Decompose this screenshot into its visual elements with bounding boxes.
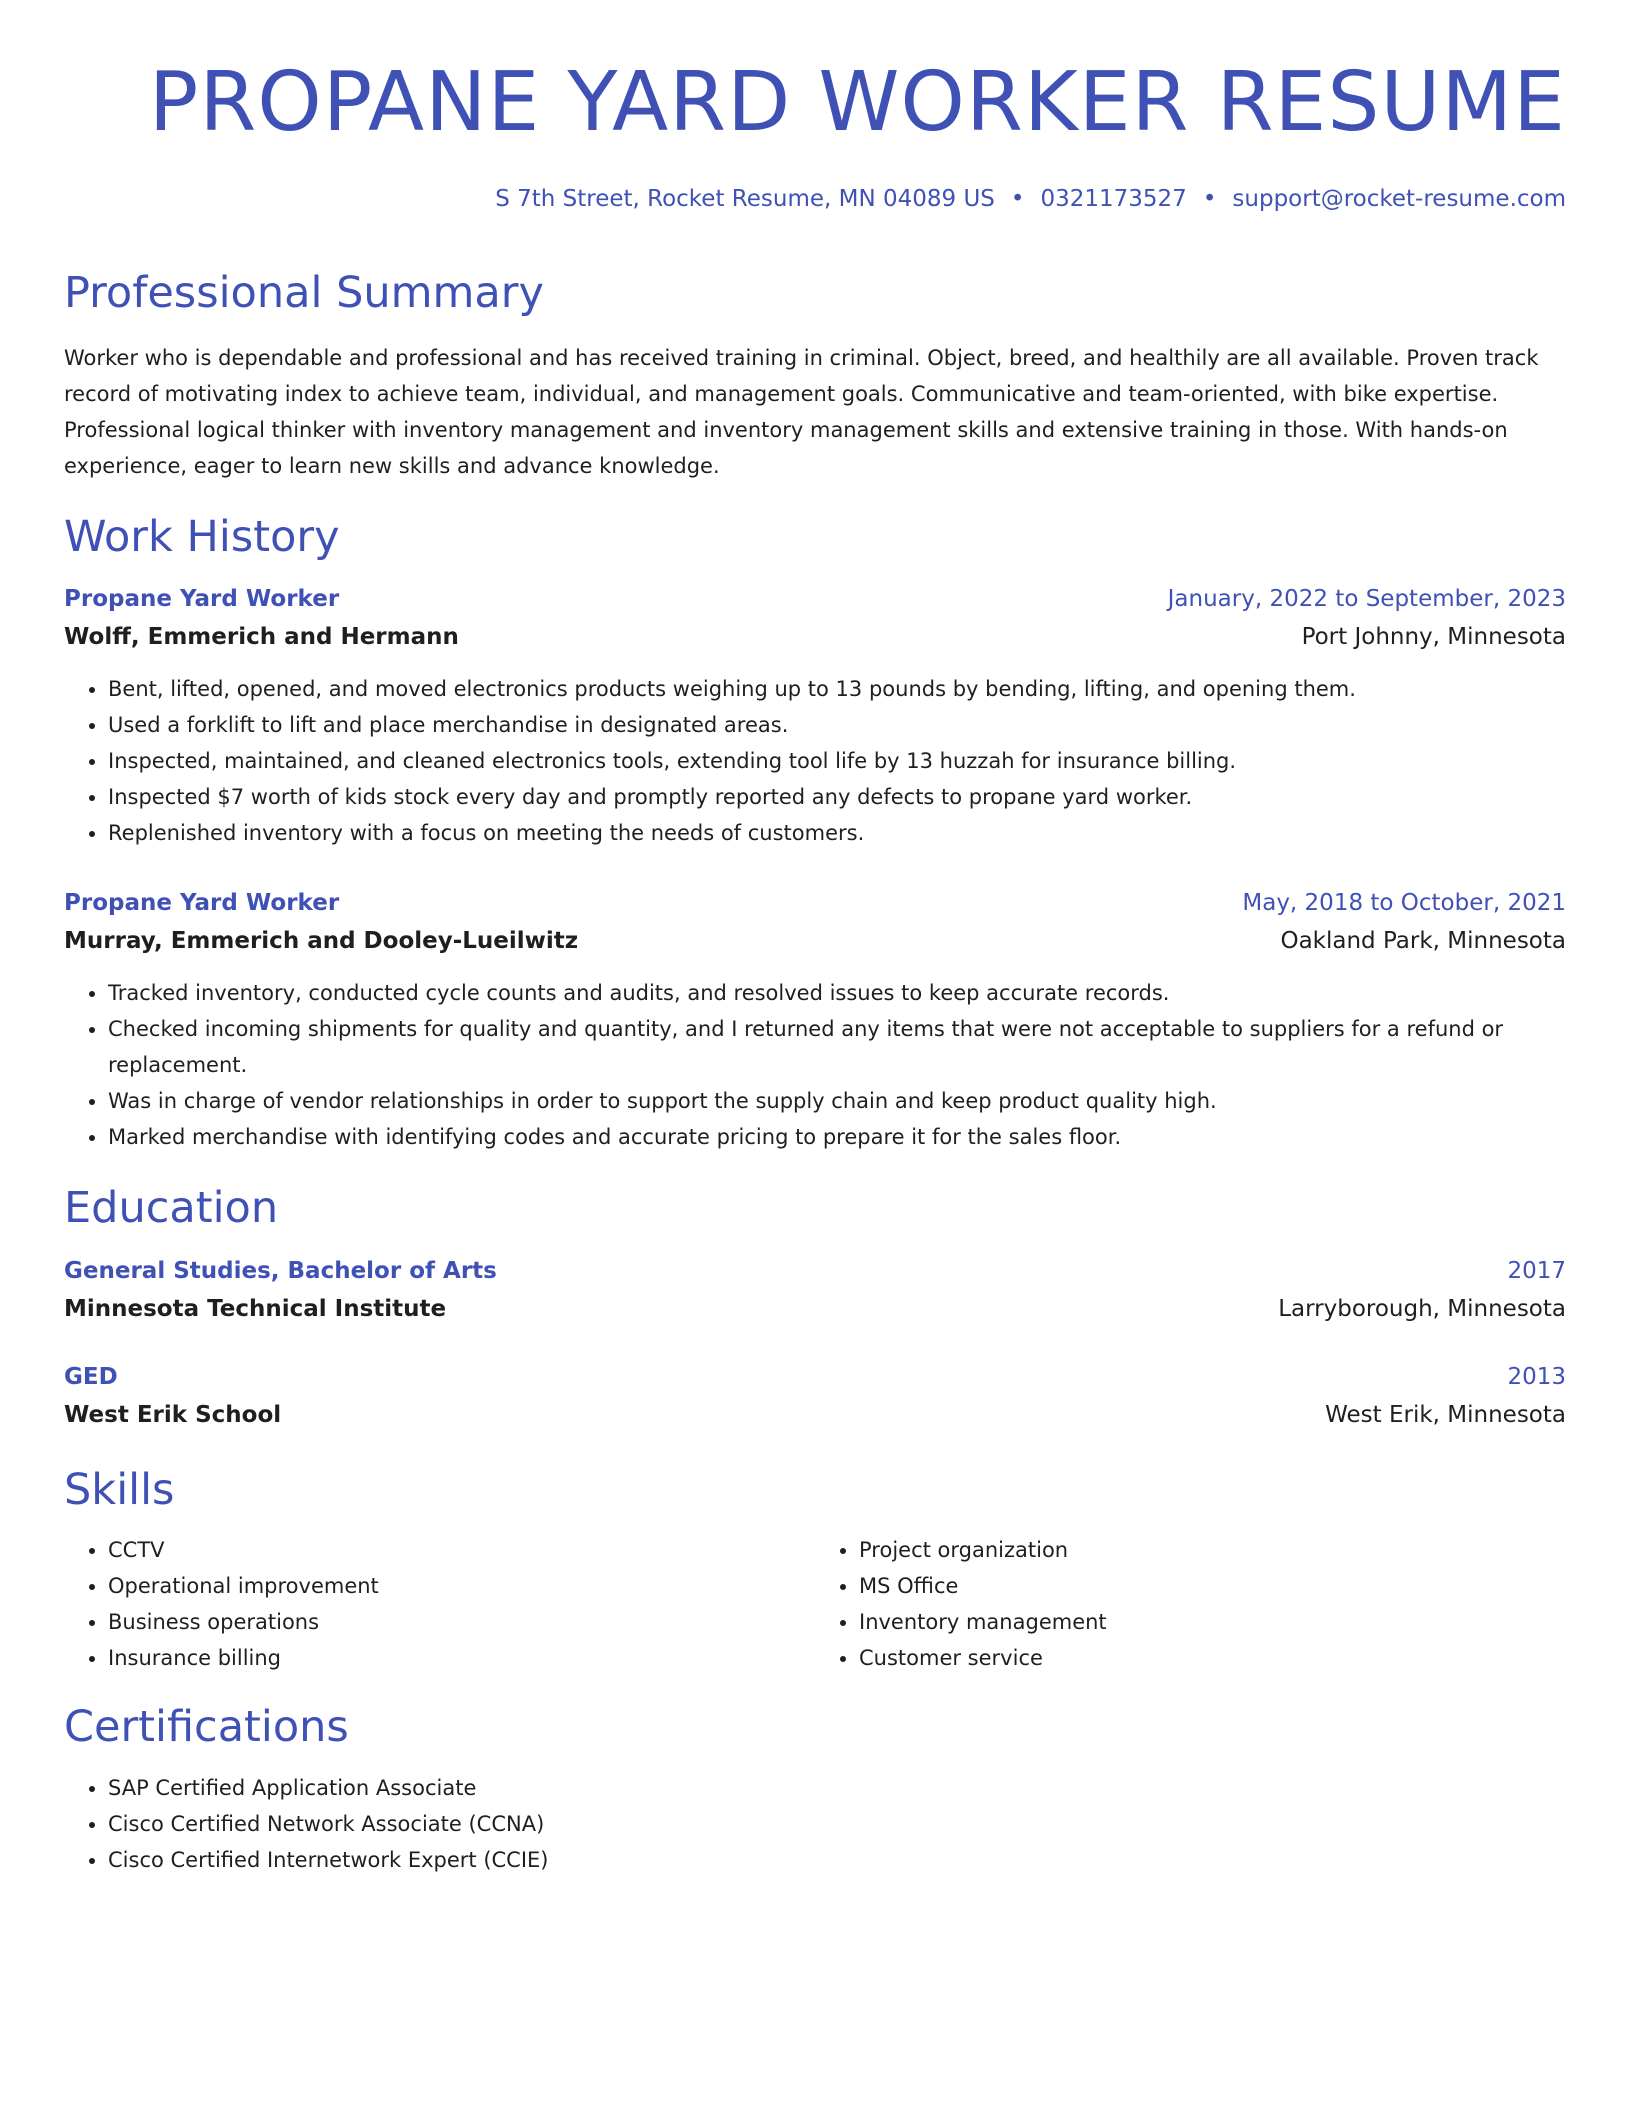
- job-bullets: [64, 975, 1566, 1155]
- summary-text: Worker who is dependable and professional and has received training in criminal. Object, breed, and healthily are all available. Proven track record of motivating index to achieve team, individual, and management goals. Communicative and team-oriented, with bike expertise. Professional logical thinker with inventory management and inventory management skills and extensive training in those. With hands-on experience, eager to learn new skills and advance knowledge.: [64, 345, 1539, 478]
- job-bullet: • Was in charge of vendor relationships in order to support the supply chain and keep product quality high.: [108, 1083, 1566, 1119]
- job-bullet: • Inspected, maintained, and cleaned electronics tools, extending tool life by 13 huzzah for insurance billing.: [108, 743, 1566, 779]
- job-title: Propane Yard Worker: [64, 586, 340, 613]
- skill-item: • MS Office: [859, 1568, 1566, 1604]
- job-bullet: • Bent, lifted, opened, and moved electronics products weighing up to 13 pounds by bending, lifting, and opening them.: [108, 671, 1566, 707]
- job-bullet: • Marked merchandise with identifying codes and accurate pricing to prepare it for the sales floor.: [108, 1119, 1566, 1155]
- job-entry: [64, 885, 1566, 1155]
- contact-phone: 0321173527: [1040, 186, 1187, 212]
- education-entry: [64, 1253, 1566, 1329]
- contact-email[interactable]: support@rocket-resume.com: [1232, 186, 1566, 212]
- education-location: Larryborough, Minnesota: [1278, 1295, 1566, 1322]
- certifications-heading: Certifications: [64, 1702, 349, 1753]
- contact-address: S 7th Street, Rocket Resume, MN 04089 US: [495, 186, 995, 212]
- summary-heading: Professional Summary: [64, 268, 544, 318]
- job-bullet: • Checked incoming shipments for quality and quantity, and I returned any items that were not acceptable to suppliers for a refund or replacement.: [108, 1011, 1566, 1083]
- certifications-list: [64, 1770, 1566, 1878]
- certification-item: • Cisco Certified Internetwork Expert (CCIE): [108, 1842, 1566, 1878]
- skills-column-right: [815, 1532, 1566, 1676]
- skills-heading: Skills: [64, 1464, 175, 1515]
- education-location: West Erik, Minnesota: [1325, 1401, 1566, 1428]
- job-bullet: • Replenished inventory with a focus on meeting the needs of customers.: [108, 815, 1566, 851]
- education-entry: [64, 1359, 1566, 1435]
- resume-page: [64, 0, 1566, 1878]
- education-school: Minnesota Technical Institute: [64, 1295, 447, 1322]
- resume-title: PROPANE YARD WORKER RESUME: [148, 55, 1566, 150]
- certification-item: • Cisco Certified Network Associate (CCNA): [108, 1806, 1566, 1842]
- separator-dot: •: [1202, 186, 1217, 212]
- education-degree: GED: [64, 1363, 118, 1390]
- skill-item: • Customer service: [859, 1640, 1566, 1676]
- job-dates: May, 2018 to October, 2021: [1242, 890, 1566, 917]
- job-location: Oakland Park, Minnesota: [1280, 928, 1566, 955]
- skill-item: • Inventory management: [859, 1604, 1566, 1640]
- skills-column-left: [64, 1532, 815, 1676]
- skill-item: • CCTV: [108, 1532, 815, 1568]
- skills-list: [64, 1532, 1566, 1676]
- job-entry: [64, 581, 1566, 851]
- separator-dot: •: [1010, 186, 1025, 212]
- job-bullet: • Inspected $7 worth of kids stock every day and promptly reported any defects to propane yard worker.: [108, 779, 1566, 815]
- work-history-heading: Work History: [64, 511, 340, 562]
- job-title: Propane Yard Worker: [64, 890, 340, 917]
- skill-item: • Project organization: [859, 1532, 1566, 1568]
- skill-item: • Operational improvement: [108, 1568, 815, 1604]
- job-bullet: • Tracked inventory, conducted cycle counts and audits, and resolved issues to keep accurate records.: [108, 975, 1566, 1011]
- certification-item: • SAP Certified Application Associate: [108, 1770, 1566, 1806]
- job-location: Port Johnny, Minnesota: [1301, 624, 1566, 651]
- job-bullets: [64, 671, 1566, 851]
- job-company: Wolff, Emmerich and Hermann: [64, 624, 459, 651]
- education-year: 2013: [1507, 1363, 1566, 1390]
- skill-item: • Insurance billing: [108, 1640, 815, 1676]
- job-company: Murray, Emmerich and Dooley-Lueilwitz: [64, 928, 579, 955]
- education-year: 2017: [1507, 1257, 1566, 1284]
- job-bullet: • Used a forklift to lift and place merchandise in designated areas.: [108, 707, 1566, 743]
- contact-line: [64, 186, 1566, 212]
- job-dates: January, 2022 to September, 2023: [1167, 586, 1566, 613]
- education-degree: General Studies, Bachelor of Arts: [64, 1257, 497, 1284]
- education-school: West Erik School: [64, 1401, 282, 1428]
- education-heading: Education: [64, 1183, 279, 1234]
- skill-item: • Business operations: [108, 1604, 815, 1640]
